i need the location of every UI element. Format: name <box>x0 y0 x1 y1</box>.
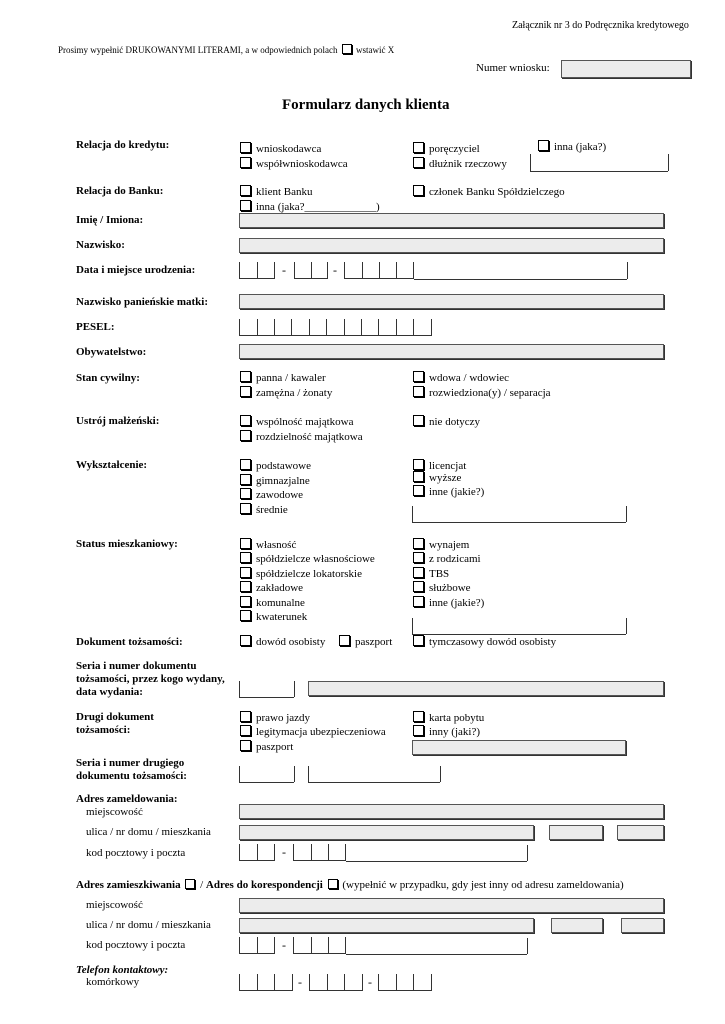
option-label: wyższe <box>429 472 462 484</box>
property-regime-label: Ustrój małżeński: <box>76 415 160 427</box>
option-label: TBS <box>429 568 450 580</box>
option-label: tymczasowy dowód osobisty <box>429 636 557 648</box>
housing-label: Status mieszkaniowy: <box>76 538 178 550</box>
second-doc-series-field[interactable] <box>239 782 294 783</box>
field-edge <box>239 766 240 782</box>
option-label: klient Banku <box>256 186 313 198</box>
checkbox-icon <box>413 471 424 482</box>
credit-relation-label: Relacja do kredytu: <box>76 139 170 151</box>
label-line: Seria i numer dokumentu <box>76 660 197 672</box>
option-label: spółdzielcze własnościowe <box>256 553 375 565</box>
option-label: poręczyciel <box>429 143 480 155</box>
second-doc-label <box>76 711 154 737</box>
residence-postal-code-b[interactable] <box>293 937 346 954</box>
checkbox-icon <box>413 635 424 646</box>
regime-joint[interactable] <box>240 415 353 428</box>
registered-address-label: Adres zameldowania: <box>76 793 178 805</box>
birth-year-boxes[interactable] <box>344 262 414 279</box>
mobile-label: komórkowy <box>86 976 140 988</box>
option-label: kwaterunek <box>256 611 308 623</box>
checkbox-icon <box>413 711 424 722</box>
registered-house-no-field[interactable] <box>549 825 603 840</box>
option-label: inne (jakie?) <box>429 486 485 498</box>
marital-married[interactable] <box>240 386 332 399</box>
residence-flat-no-field[interactable] <box>621 918 664 933</box>
education-middle[interactable] <box>240 474 310 487</box>
residence-street-label: ulica / nr domu / mieszkania <box>86 919 211 931</box>
residence-city-field[interactable] <box>239 898 664 913</box>
checkbox-icon <box>240 725 251 736</box>
option-label: licencjat <box>429 460 467 472</box>
checkbox-icon <box>240 740 251 751</box>
option-label: spółdzielcze lokatorskie <box>256 568 362 580</box>
option-label: własność <box>256 539 297 551</box>
field-edge <box>527 938 528 954</box>
field-edge <box>668 154 669 171</box>
label-line: data wydania: <box>76 686 143 698</box>
checkbox-icon <box>413 185 424 196</box>
option-label: inna (jaka?) <box>554 141 607 153</box>
mobile-boxes-c[interactable] <box>378 974 432 991</box>
field-edge <box>294 681 295 697</box>
housing-quartering[interactable] <box>240 610 307 623</box>
checkbox-icon <box>413 371 424 382</box>
residence-address-note: (wypełnić w przypadku, gdy jest inny od adresu zameldowania) <box>342 879 624 891</box>
option-label: wynajem <box>429 539 470 551</box>
second-doc-passport[interactable] <box>240 740 293 753</box>
checkbox-icon <box>413 142 424 153</box>
id-document-passport[interactable] <box>339 635 392 648</box>
checkbox-icon <box>240 488 251 499</box>
checkbox-icon <box>240 459 251 470</box>
checkbox-icon <box>413 386 424 397</box>
phone-separator: - <box>368 975 372 989</box>
registered-flat-no-field[interactable] <box>617 825 664 840</box>
bank-relation-label: Relacja do Banku: <box>76 185 164 197</box>
page-title: Formularz danych klienta <box>282 97 450 113</box>
mobile-boxes-b[interactable] <box>309 974 363 991</box>
second-doc-number-field[interactable] <box>308 782 440 783</box>
second-doc-insurance[interactable] <box>240 725 386 738</box>
fill-instruction <box>58 44 394 55</box>
checkbox-icon <box>413 596 424 607</box>
label-line: Drugi dokument <box>76 711 154 723</box>
credit-relation-debtor[interactable] <box>413 157 507 170</box>
id-document-temporary[interactable] <box>413 635 556 648</box>
second-doc-driving-license[interactable] <box>240 711 310 724</box>
registered-street-label: ulica / nr domu / mieszkania <box>86 826 211 838</box>
label-line: tożsamości: <box>76 724 131 736</box>
housing-coop-tenant[interactable] <box>240 567 362 580</box>
housing-service[interactable] <box>413 581 471 594</box>
phone-label: Telefon kontaktowy: <box>76 964 169 976</box>
application-number-label: Numer wniosku: <box>476 62 550 74</box>
option-label: podstawowe <box>256 460 311 472</box>
education-secondary[interactable] <box>240 503 288 516</box>
registered-street-field[interactable] <box>239 825 534 840</box>
registered-city-field[interactable] <box>239 804 664 819</box>
birth-label: Data i miejsce urodzenia: <box>76 264 196 276</box>
id-series-label <box>76 660 225 699</box>
housing-other[interactable] <box>413 596 484 609</box>
option-label: inne (jakie?) <box>429 597 485 609</box>
checkbox-icon <box>240 552 251 563</box>
option-label: zawodowe <box>256 489 304 501</box>
registered-city-label: miejscowość <box>86 806 143 818</box>
housing-rental[interactable] <box>413 538 469 551</box>
registered-postal-code-b[interactable] <box>293 844 346 861</box>
marital-divorced[interactable] <box>413 386 551 399</box>
housing-ownership[interactable] <box>240 538 296 551</box>
credit-relation-coapplicant[interactable] <box>240 157 348 170</box>
option-label: paszport <box>355 636 393 648</box>
option-label: paszport <box>256 741 294 753</box>
checkbox-icon <box>413 567 424 578</box>
option-label: inna (jaka?_____________) <box>256 201 380 213</box>
checkbox-icon <box>413 485 424 496</box>
checkbox-icon <box>240 185 251 196</box>
pesel-boxes[interactable] <box>239 319 432 336</box>
citizenship-label: Obywatelstwo: <box>76 346 147 358</box>
education-label: Wykształcenie: <box>76 459 148 471</box>
option-label: komunalne <box>256 597 305 609</box>
residence-postal-label: kod pocztowy i poczta <box>86 939 186 951</box>
option-label: wdowa / wdowiec <box>429 372 510 384</box>
postal-separator: - <box>282 845 286 859</box>
address-slash: / <box>200 879 204 891</box>
checkbox-icon <box>240 610 251 621</box>
credit-relation-other-field[interactable] <box>530 171 668 172</box>
checkbox-icon <box>413 538 424 549</box>
citizenship-field[interactable] <box>239 344 664 359</box>
application-number-field[interactable] <box>561 60 691 78</box>
option-label: dowód osobisty <box>256 636 326 648</box>
second-doc-series-label <box>76 757 187 783</box>
residence-postal-code-a[interactable] <box>239 937 275 954</box>
mother-maiden-label: Nazwisko panieńskie matki: <box>76 296 209 308</box>
pesel-label: PESEL: <box>76 321 115 333</box>
education-other[interactable] <box>413 485 484 498</box>
residence-address-label: Adres zamieszkiwania <box>76 879 181 891</box>
marital-widowed[interactable] <box>413 371 509 384</box>
bank-relation-other[interactable] <box>240 200 380 213</box>
credit-relation-guarantor[interactable] <box>413 142 480 155</box>
label-line: Seria i numer drugiego <box>76 757 185 769</box>
checkbox-icon <box>413 415 424 426</box>
postal-separator: - <box>282 938 286 952</box>
checkbox-icon <box>240 430 251 441</box>
residence-address-checkbox[interactable] <box>185 879 195 889</box>
second-doc-residence-card[interactable] <box>413 711 484 724</box>
checkbox-example-icon <box>342 44 352 54</box>
id-series-field[interactable] <box>239 697 294 698</box>
mother-maiden-field[interactable] <box>239 294 664 309</box>
option-label: panna / kawaler <box>256 372 326 384</box>
marital-single[interactable] <box>240 371 326 384</box>
regime-not-applicable[interactable] <box>413 415 480 428</box>
housing-tbs[interactable] <box>413 567 449 580</box>
residence-address-header <box>76 879 624 891</box>
residence-street-field[interactable] <box>239 918 534 933</box>
field-edge <box>239 681 240 697</box>
field-edge <box>626 506 627 522</box>
regime-separate[interactable] <box>240 430 363 443</box>
birth-place-field[interactable] <box>414 279 627 280</box>
residence-house-no-field[interactable] <box>551 918 603 933</box>
date-separator: - <box>282 263 286 277</box>
housing-company[interactable] <box>240 581 303 594</box>
checkbox-icon <box>413 459 424 470</box>
checkbox-icon <box>240 503 251 514</box>
field-edge <box>412 618 413 634</box>
checkbox-icon <box>413 725 424 736</box>
option-label: prawo jazdy <box>256 712 311 724</box>
checkbox-icon <box>538 140 549 151</box>
checkbox-icon <box>240 200 251 211</box>
option-label: służbowe <box>429 582 471 594</box>
option-label: z rodzicami <box>429 553 481 565</box>
correspondence-address-label: Adres do korespondencji <box>205 879 323 891</box>
option-label: wnioskodawca <box>256 143 322 155</box>
field-edge <box>527 845 528 861</box>
option-label: zamężna / żonaty <box>256 387 333 399</box>
last-name-label: Nazwisko: <box>76 239 125 251</box>
residence-city-label: miejscowość <box>86 899 143 911</box>
checkbox-icon <box>339 635 350 646</box>
option-label: średnie <box>256 504 288 516</box>
housing-coop-ownership[interactable] <box>240 552 375 565</box>
id-document-id-card[interactable] <box>240 635 325 648</box>
mobile-boxes-a[interactable] <box>239 974 293 991</box>
checkbox-icon <box>240 157 251 168</box>
field-edge <box>308 766 309 782</box>
first-name-label: Imię / Imiona: <box>76 214 144 226</box>
checkbox-icon <box>240 567 251 578</box>
option-label: karta pobytu <box>429 712 485 724</box>
checkbox-icon <box>240 711 251 722</box>
instruction-text-end: wstawić X <box>355 45 395 55</box>
housing-with-parents[interactable] <box>413 552 481 565</box>
bank-relation-client[interactable] <box>240 185 313 198</box>
option-label: członek Banku Spółdzielczego <box>429 186 565 198</box>
attachment-note: Załącznik nr 3 do Podręcznika kredytowego <box>512 20 689 31</box>
option-label: dłużnik rzeczowy <box>429 158 507 170</box>
checkbox-icon <box>240 581 251 592</box>
option-label: wspólność majątkowa <box>256 416 354 428</box>
field-edge <box>530 154 531 171</box>
option-label: inny (jaki?) <box>429 726 481 738</box>
checkbox-icon <box>240 371 251 382</box>
registered-postal-code-a[interactable] <box>239 844 275 861</box>
checkbox-icon <box>413 552 424 563</box>
field-edge <box>294 766 295 782</box>
date-separator: - <box>333 263 337 277</box>
second-doc-other-field[interactable] <box>412 740 626 755</box>
label-line: dokumentu tożsamości: <box>76 770 187 782</box>
housing-municipal[interactable] <box>240 596 305 609</box>
birth-day-boxes[interactable] <box>239 262 275 279</box>
field-edge <box>626 618 627 634</box>
checkbox-icon <box>240 142 251 153</box>
registered-post-office-field[interactable] <box>346 861 527 862</box>
id-issuer-field[interactable] <box>308 681 664 696</box>
id-document-label: Dokument tożsamości: <box>76 636 183 648</box>
checkbox-icon <box>240 474 251 485</box>
field-edge <box>627 262 628 279</box>
checkbox-icon <box>413 581 424 592</box>
residence-post-office-field[interactable] <box>346 954 527 955</box>
education-higher[interactable] <box>413 471 461 484</box>
education-vocational[interactable] <box>240 488 303 501</box>
field-edge <box>412 506 413 522</box>
field-edge <box>440 766 441 782</box>
checkbox-icon <box>240 635 251 646</box>
option-label: zakładowe <box>256 582 304 594</box>
last-name-field[interactable] <box>239 238 664 253</box>
checkbox-icon <box>240 538 251 549</box>
first-name-field[interactable] <box>239 213 664 228</box>
registered-postal-label: kod pocztowy i poczta <box>86 847 186 859</box>
bank-relation-member[interactable] <box>413 185 565 198</box>
education-other-field[interactable] <box>412 522 626 523</box>
birth-month-boxes[interactable] <box>294 262 328 279</box>
checkbox-icon <box>240 386 251 397</box>
credit-relation-applicant[interactable] <box>240 142 321 155</box>
label-line: tożsamości, przez kogo wydany, <box>76 673 225 685</box>
checkbox-icon <box>240 596 251 607</box>
credit-relation-other[interactable] <box>538 140 606 153</box>
checkbox-icon <box>413 157 424 168</box>
education-primary[interactable] <box>240 459 311 472</box>
option-label: rozdzielność majątkowa <box>256 431 363 443</box>
phone-separator: - <box>298 975 302 989</box>
option-label: gimnazjalne <box>256 475 310 487</box>
second-doc-other[interactable] <box>413 725 480 738</box>
marital-status-label: Stan cywilny: <box>76 372 140 384</box>
checkbox-icon <box>240 415 251 426</box>
option-label: nie dotyczy <box>429 416 481 428</box>
option-label: współwnioskodawca <box>256 158 348 170</box>
option-label: legitymacja ubezpieczeniowa <box>256 726 386 738</box>
instruction-text: Prosimy wypełnić DRUKOWANYMI LITERAMI, a w odpowiednich polach <box>58 45 338 55</box>
correspondence-address-checkbox[interactable] <box>328 879 338 889</box>
option-label: rozwiedziona(y) / separacja <box>429 387 551 399</box>
